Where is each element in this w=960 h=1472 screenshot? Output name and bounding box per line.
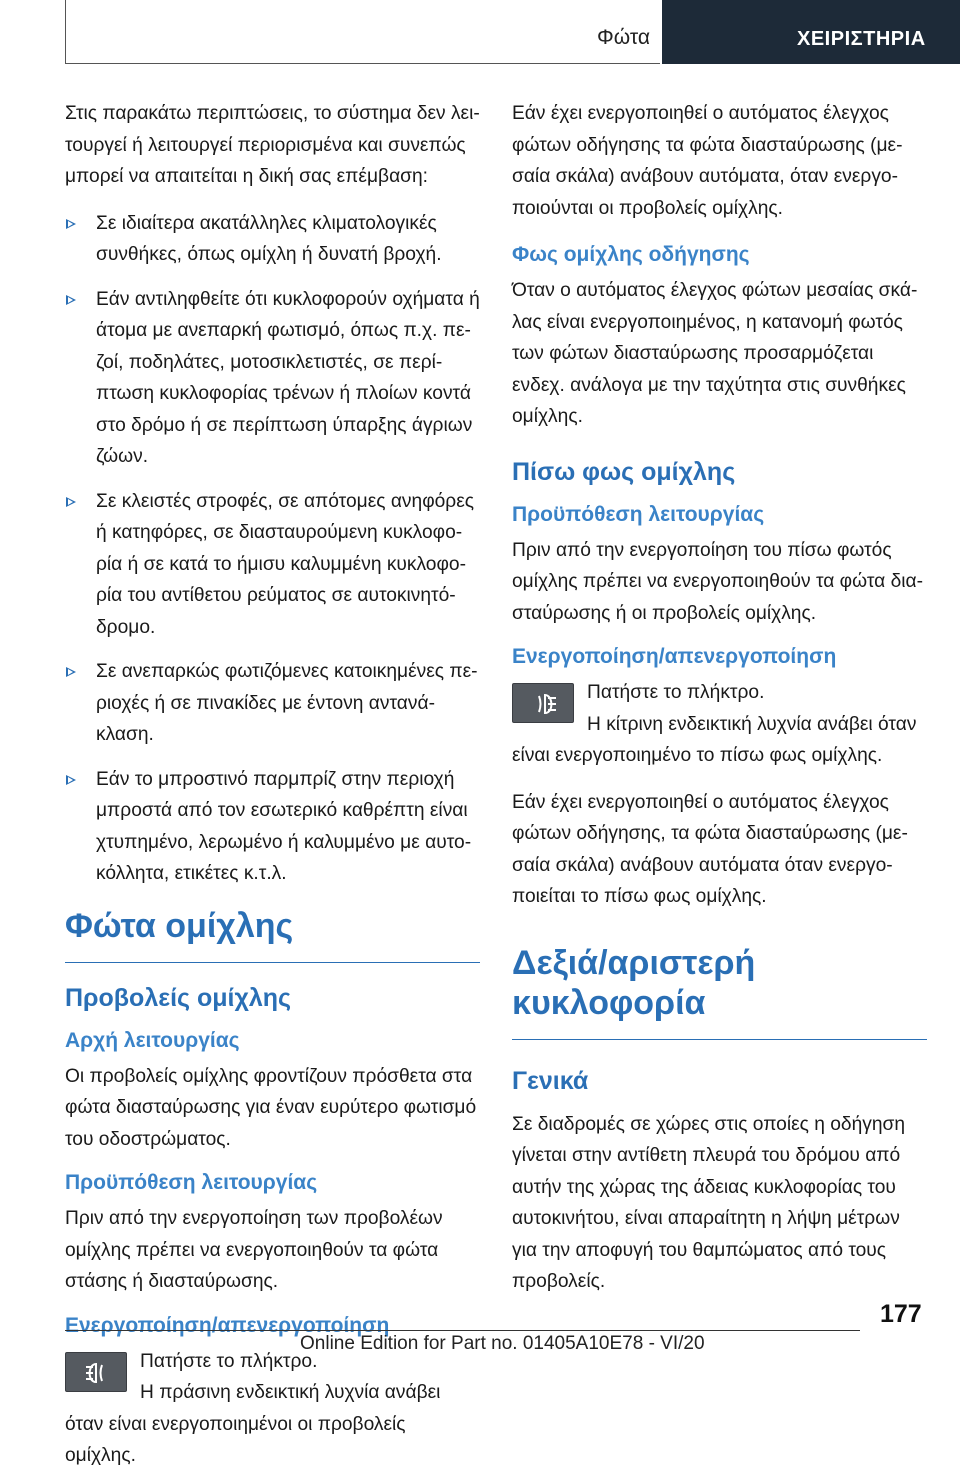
general-text: Σε διαδρομές σε χώρες στις οποίες η οδήγηση γίνεται στην αντίθετη πλευρά του δρόμου από αυτήν της χώρας της άδειας κυκλοφορίας του αυτοκινήτου, είναι απαραίτητη η λήψη μέτρων για την αποφυγή του θαμπώματος από τους προβολείς. xyxy=(512,1113,906,1292)
heading-requirement-rear: Προϋπόθεση λειτουργίας xyxy=(512,502,765,526)
heading-general: Γενικά xyxy=(512,1066,589,1095)
auto-control-text: Εάν έχει ενεργοποιηθεί ο αυτόματος έλεγχος φώτων οδήγησης τα φώτα διασταύρωσης (μεσαία σκάλα) ανάβουν αυτόματα, όταν ενεργοποιούνται οι προβολείς ομίχλης. xyxy=(512,103,903,219)
driving-fog-text: Όταν ο αυτόματος έλεγχος φώτων μεσαίας σκάλας είναι ενεργοποιημένος, η κατανομή φωτός των φώτων διασταύρωσης προσαρμόζεται ενδεχ. ανάλογα με την ταχύτητα στις συνθήκες ομίχλης. xyxy=(512,280,918,427)
list-item: Σε ιδιαίτερα ακατάλληλες κλιματολογικές συνθήκες, όπως ομίχλη ή δυνατή βροχή. xyxy=(65,208,480,271)
auto-rear-text: Εάν έχει ενεργοποιηθεί ο αυτόματος έλεγχος φώτων οδήγησης, τα φώτα διασταύρωσης (μεσαία σκάλα) ανάβουν αυτόματα όταν ενεργοποιείται το πίσω φως ομίχλης. xyxy=(512,791,908,907)
requirement-text: Πριν από την ενεργοποίηση των προβολέων ομίχλης πρέπει να ενεργοποιηθούν τα φώτα στάσης ή διασταύρωσης. xyxy=(65,1208,443,1292)
heading-left-right-traffic: Δεξιά/αριστερή κυκλοφορία xyxy=(512,943,927,1040)
heading-rear-fog-light: Πίσω φως ομίχλης xyxy=(512,457,736,486)
press-button-text: Πατήστε το πλήκτρο. xyxy=(140,1350,318,1372)
intro-paragraph: Στις παρακάτω περιπτώσεις, το σύστημα δεν λειτουργεί ή λειτουργεί περιορισμένα και συνεπώς μπορεί να απαιτείται η δική σας επέμβαση: xyxy=(65,103,480,187)
list-item: Εάν αντιληφθείτε ότι κυκλοφορούν οχήματα ή άτομα με ανεπαρκή φωτισμό, όπως π.χ. πεζοί, ποδηλάτες, μοτοσικλετιστές, σε περίπτωση κυκλοφορίας τρένων ή πλοίων κοντά στο δρόμο ή σε περίπτωση ύπαρξης άγριων ζώων. xyxy=(65,284,480,473)
heading-front-fog-lights: Προβολείς ομίχλης xyxy=(65,983,292,1012)
limitations-list xyxy=(65,208,480,890)
rear-fog-light-icon xyxy=(512,683,574,723)
heading-requirement: Προϋπόθεση λειτουργίας xyxy=(65,1171,318,1194)
rear-fog-button-row xyxy=(512,677,927,740)
indicator-rear-text: Η κίτρινη ενδεικτική λυχνία ανάβει όταν είναι ενεργοποιημένο το πίσω φως ομίχλης. xyxy=(512,713,917,766)
triangle-bullet-icon xyxy=(66,667,76,677)
heading-principle: Αρχή λειτουργίας xyxy=(65,1028,240,1052)
footer-divider xyxy=(65,1330,860,1331)
principle-text: Οι προβολείς ομίχλης φροντίζουν πρόσθετα στα φώτα διασταύρωσης για έναν ευρύτερο φωτισμό του οδοστρώματος. xyxy=(65,1065,477,1150)
right-column xyxy=(512,98,927,1298)
list-item: Σε κλειστές στροφές, σε απότομες ανηφόρες ή κατηφόρες, σε διασταυρούμενη κυκλοφορία ή σε κατά το ήμισυ καλυμμένη κυκλοφορία του αντίθετου ρεύματος σε αυτοκινητόδρομο. xyxy=(65,486,480,644)
list-item: Εάν το μπροστινό παρμπρίζ στην περιοχή μπροστά από τον εσωτερικό καθρέπτη είναι χτυπημένο, λερωμένο ή καλυμμένο με αυτοκόλλητα, ετικέτες κ.τ.λ. xyxy=(65,764,480,890)
chapter-tab: ΧΕΙΡΙΣΤΗΡΙΑ xyxy=(662,0,960,64)
heading-driving-fog-light: Φως ομίχλης οδήγησης xyxy=(512,243,750,266)
heading-on-off: Ενεργοποίηση/απενεργοποίηση xyxy=(65,1313,390,1337)
triangle-bullet-icon xyxy=(66,295,76,305)
indicator-text: Η πράσινη ενδεικτική λυχνία ανάβει όταν είναι ενεργοποιημένοι οι προβολείς ομίχλης. xyxy=(65,1382,441,1466)
left-column xyxy=(65,98,480,1472)
heading-fog-lights: Φώτα ομίχλης xyxy=(65,906,480,963)
triangle-bullet-icon xyxy=(66,219,76,229)
front-fog-light-icon xyxy=(65,1352,127,1392)
triangle-bullet-icon xyxy=(66,775,76,785)
indicator-text-line xyxy=(65,1377,480,1409)
requirement-rear-text: Πριν από την ενεργοποίηση του πίσω φωτός ομίχλης πρέπει να ενεργοποιηθούν τα φώτα διασταύρωσης ή οι προβολείς ομίχλης. xyxy=(512,539,923,624)
triangle-bullet-icon xyxy=(66,497,76,507)
edition-text: Online Edition for Part no. 01405A10E78 - VI/20 xyxy=(300,1333,705,1354)
press-button-text-rear: Πατήστε το πλήκτρο. xyxy=(587,682,765,703)
section-title: Φώτα xyxy=(597,26,650,49)
heading-on-off-rear: Ενεργοποίηση/απενεργοποίηση xyxy=(512,645,837,668)
list-item: Σε ανεπαρκώς φωτιζόμενες κατοικημένες περιοχές ή σε πινακίδες με έντονη αντανάκλαση. xyxy=(65,656,480,751)
page-number: 177 xyxy=(880,1300,922,1328)
